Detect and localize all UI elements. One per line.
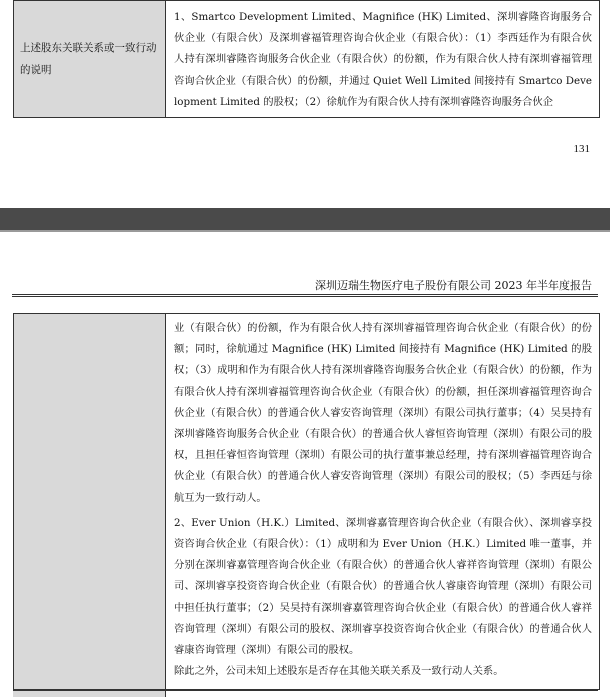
relation-label-cell (14, 1, 166, 118)
page-separator (0, 208, 610, 230)
page-separator-shadow (0, 230, 610, 232)
continued-label-cell (14, 314, 166, 690)
header-rule-double (12, 296, 598, 297)
relation-body-cell (166, 1, 600, 118)
shareholder-relation-table-top (13, 0, 600, 118)
relation-body-text: 1、Smartco Development Limited、Magnifice (HK) Limited、深圳睿隆咨询服务合伙企业（有限合伙）及深圳睿福管理咨询合伙企业（有限合伙）：（1）李西廷作为有限合伙人持有深圳睿隆咨询服务合伙企业（有限合伙）的份额，作为有限合伙人持有深圳睿福管理咨询合伙企业（有限合伙）的份额，并通过 Quiet Well Limited 间接持有 Smartco Development Limited 的股权；（2）徐航作为有限合伙人持有深圳睿隆咨询服务合伙企 (174, 11, 592, 108)
continued-paragraph-1: 业（有限合伙）的份额，作为有限合伙人持有深圳睿福管理咨询合伙企业（有限合伙）的份额；同时，徐航通过 Magnifice (HK) Limited 间接持有 Magnifice (HK) Limited 的股权；（3）成明和作为有限合伙人持有深圳睿隆咨询服务合伙企业（有限合伙）的份额，作为有限合伙人持有深圳睿福管理咨询合伙企业（有限合伙）的份额，担任深圳睿福管理咨询合伙企业（有限合伙）的普通合伙人睿安咨询管理（深圳）有限公司执行董事；（4）吴昊持有深圳睿隆咨询服务合伙企业（有限合伙）的普通合伙人睿恒咨询管理（深圳）有限公司的股权，且担任睿恒咨询管理（深圳）有限公司的执行董事兼总经理，持有深圳睿福管理咨询合伙企业（有限合伙）的普通合伙人睿安咨询管理（深圳）有限公司的股权；（5）李西廷与徐航互为一致行动人。 (174, 322, 592, 504)
continued-body-cell (166, 314, 600, 690)
page-number: 131 (573, 143, 590, 155)
next-row-label-fragment (13, 691, 166, 697)
header-rule (12, 294, 598, 295)
page-131-bottom (0, 0, 610, 208)
page-header-title: 深圳迈瑞生物医疗电子股份有限公司 2023 年半年度报告 (315, 279, 592, 292)
relation-label: 上述股东关联关系或一致行动的说明 (20, 42, 157, 76)
shareholder-relation-table-continued (13, 313, 600, 690)
continued-paragraph-3: 除此之外，公司未知上述股东是否存在其他关联关系及一致行动人关系。 (174, 665, 504, 678)
continued-paragraph-2: 2、Ever Union（H.K.）Limited、深圳睿嘉管理咨询合伙企业（有限合伙）、深圳睿享投资咨询合伙企业（有限合伙）：（1）成明和为 Ever Union（H.K.）Limited 唯一董事，并分别在深圳睿嘉管理咨询合伙企业（有限合伙）的普通合伙人睿祥咨询管理（深圳）有限公司、深圳睿享投资咨询合伙企业（有限合伙）的普通合伙人睿康咨询管理（深圳）有限公司中担任执行董事；（2）吴昊持有深圳睿嘉管理咨询合伙企业（有限合伙）的普通合伙人睿祥咨询管理（深圳）有限公司的股权、深圳睿享投资咨询合伙企业（有限合伙）的普通合伙人睿康咨询管理（深圳）有限公司的股权。 (174, 516, 592, 657)
